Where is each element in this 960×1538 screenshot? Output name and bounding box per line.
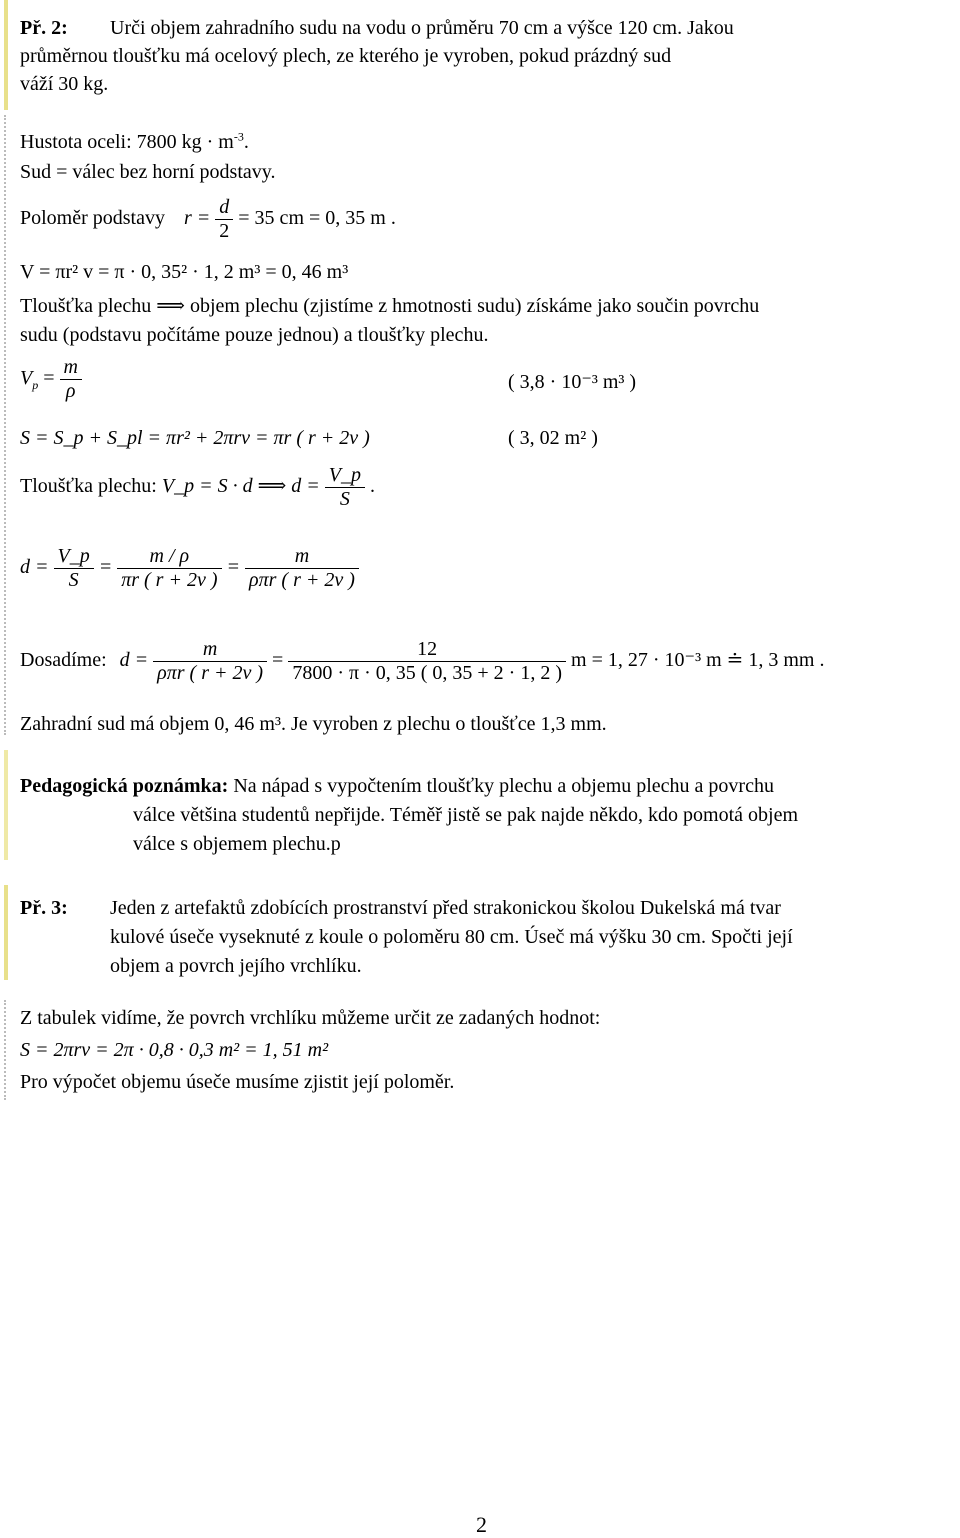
margin-bar-gray-p3 bbox=[4, 1000, 6, 1100]
substitution-line: Dosadíme: d = $\frac{m}{\text{ρπr ( r + 2v )}}$ = $\frac{12}{7800 \cdot \pi \cdot 0, 35 ( 0, 35 + 2 \cdot 1, 2 )}$ m = 1, 27 · 10⁻³ m ≐ 1, 3 mm . bbox=[20, 638, 825, 684]
d-derivation: d = $\frac{V\_p}{S}$ = $\frac{m / \rho}{\pi r ( r + 2v )}$ = $\frac{m}{\text{ρπr ( r + 2v )}}$ bbox=[20, 545, 359, 592]
task-line: váží 30 kg. bbox=[20, 73, 109, 95]
radius-line: Poloměr podstavy r = $\frac{d}{2}$ = 35 cm = 0, 35 m . bbox=[20, 196, 396, 242]
paragraph-line: Tloušťka plechu ⟹ objem plechu (zjistíme z hmotnosti sudu) získáme jako součin povrchu bbox=[20, 295, 760, 317]
paragraph-line: sudu (podstavu počítáme pouze jednou) a tloušťky plechu. bbox=[20, 324, 489, 346]
margin-bar-yellow-note bbox=[4, 750, 8, 860]
vp-equation: $V_p$ = $\frac{m}{\rho}$ bbox=[20, 356, 82, 403]
task-line: Urči objem zahradního sudu na vodu o průměru 70 cm a výšce 120 cm. Jakou bbox=[110, 17, 734, 39]
example-label: Př. 2: bbox=[20, 17, 68, 39]
surface-equation: S = 2πrv = 2π · 0,8 · 0,3 m² = 1, 51 m² bbox=[20, 1039, 329, 1061]
volume-equation: V = πr² v = π · 0, 35² · 1, 2 m³ = 0, 46 m³ bbox=[20, 261, 349, 283]
sud-line: Sud = válec bez horní podstavy. bbox=[20, 161, 276, 183]
margin-bar-yellow-p3 bbox=[4, 885, 8, 980]
solution-line: Pro výpočet objemu úseče musíme zjistit její poloměr. bbox=[20, 1071, 455, 1093]
density-line: Hustota oceli: 7800 kg · $m^{-3}$. bbox=[20, 129, 249, 153]
task-line: Jeden z artefaktů zdobících prostranství před strakonickou školou Dukelská má tvar bbox=[110, 897, 781, 919]
surface-note: ( 3, 02 m² ) bbox=[508, 427, 598, 449]
note-line: válce s objemem plechu.p bbox=[133, 833, 341, 855]
surface-equation: S = S_p + S_pl = πr² + 2πrv = πr ( r + 2v ) bbox=[20, 427, 370, 449]
answer-line: Zahradní sud má objem 0, 46 m³. Je vyroben z plechu o tloušťce 1,3 mm. bbox=[20, 713, 607, 735]
thickness-formula: Tloušťka plechu: V_p = S · d ⟹ d = $\frac{V\_p}{S}$ . bbox=[20, 464, 375, 510]
solution-line: Z tabulek vidíme, že povrch vrchlíku můžeme určit ze zadaných hodnot: bbox=[20, 1007, 601, 1029]
task-line: průměrnou tloušťku má ocelový plech, ze kterého je vyroben, pokud prázdný sud bbox=[20, 45, 672, 67]
note-line: válce většina studentů nepřijde. Téměř jistě se pak najde někdo, kdo pomotá objem bbox=[133, 804, 798, 826]
task-line: objem a povrch jejího vrchlíku. bbox=[110, 955, 362, 977]
example-label: Př. 3: bbox=[20, 897, 68, 919]
note-line: Pedagogická poznámka: Na nápad s vypočtením tloušťky plechu a objemu plechu a povrchu bbox=[20, 775, 774, 797]
margin-bar-gray bbox=[4, 115, 6, 735]
vp-note: ( 3,8 · 10⁻³ m³ ) bbox=[508, 371, 637, 393]
margin-bar-yellow bbox=[4, 0, 8, 110]
task-line: kulové úseče vyseknuté z koule o poloměru 80 cm. Úseč má výšku 30 cm. Spočti její bbox=[110, 926, 793, 948]
page-number: 2 bbox=[476, 1512, 487, 1537]
